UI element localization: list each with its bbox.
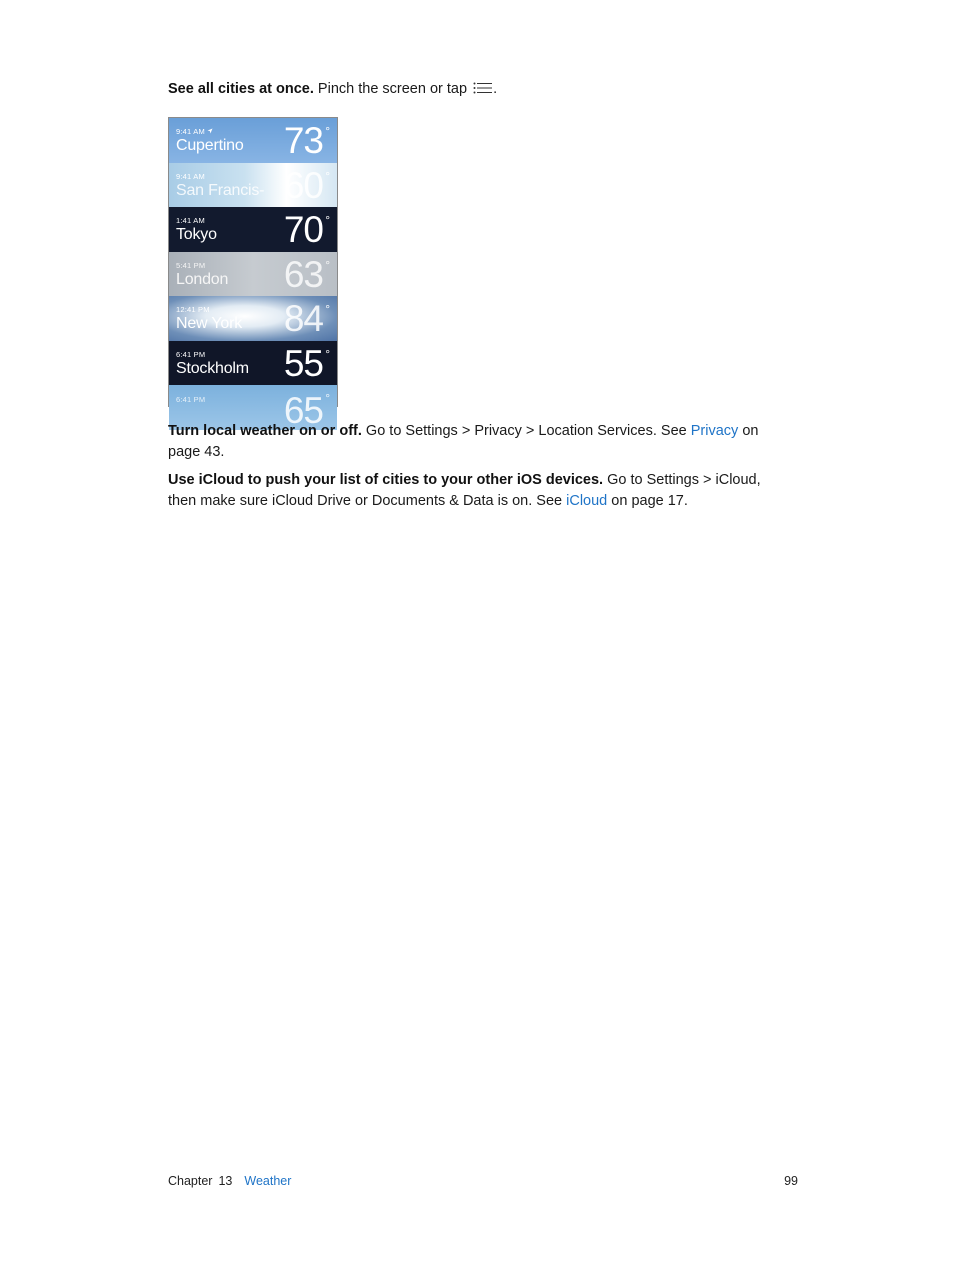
city-name: Stockholm: [176, 359, 249, 377]
local-weather-paragraph: [168, 421, 788, 463]
page-number: 99: [784, 1174, 798, 1188]
privacy-link[interactable]: Privacy: [690, 423, 739, 439]
city-row-new-york[interactable]: [169, 296, 337, 341]
city-row-san-francisco[interactable]: [169, 163, 337, 208]
icloud-after: on page 17.: [611, 493, 688, 509]
city-temperature: 63: [283, 253, 323, 295]
city-row-cupertino[interactable]: [169, 118, 337, 163]
city-time: 9:41 AM: [176, 171, 205, 181]
weather-city-list-screenshot: [168, 117, 338, 431]
city-row-tokyo[interactable]: [169, 207, 337, 252]
see-all-cities-paragraph: [168, 79, 788, 100]
local-weather-text: Go to Settings > Privacy > Location Services. See: [365, 423, 687, 439]
icloud-heading: Use iCloud to push your list of cities to your other iOS devices.: [168, 472, 604, 488]
city-time: 9:41 AM: [176, 127, 213, 136]
city-name: San Francis-: [176, 181, 265, 199]
city-temperature: 60: [283, 164, 323, 206]
city-time: 12:41 PM: [176, 305, 210, 314]
degree-symbol: °: [325, 257, 330, 272]
see-all-cities-heading: See all cities at once.: [168, 81, 314, 97]
city-row-stockholm[interactable]: [169, 341, 337, 386]
degree-symbol: °: [325, 213, 330, 227]
page-footer: [168, 1173, 798, 1189]
chapter-title-link[interactable]: Weather: [244, 1174, 292, 1188]
city-name: New York: [176, 315, 242, 332]
city-temperature: 70: [283, 209, 323, 250]
city-name: London: [176, 270, 229, 288]
degree-symbol: °: [325, 346, 330, 361]
city-temperature: 55: [283, 342, 323, 384]
chapter-label: Chapter: [168, 1174, 213, 1188]
degree-symbol: °: [325, 168, 330, 183]
local-weather-after: on page 43.: [168, 423, 759, 460]
list-icon: [473, 82, 493, 94]
city-time: 6:41 PM: [176, 349, 206, 359]
city-name: Tokyo: [176, 226, 217, 243]
location-arrow-icon: [207, 128, 213, 134]
city-temperature: 84: [283, 298, 323, 339]
degree-symbol: °: [325, 302, 330, 316]
city-time: 5:41 PM: [176, 260, 206, 270]
city-temperature: 65: [283, 390, 323, 431]
icloud-paragraph: [168, 470, 788, 512]
city-time: 6:41 PM: [176, 395, 206, 404]
city-temperature: 73: [283, 120, 323, 161]
city-row-london[interactable]: [169, 252, 337, 297]
city-time: 1:41 AM: [176, 216, 205, 225]
local-weather-heading: Turn local weather on or off.: [168, 423, 362, 439]
see-all-cities-trailing: .: [493, 81, 498, 97]
icloud-text: Go to Settings > iCloud, then make sure iCloud Drive or Documents & Data is on. See: [168, 472, 761, 509]
city-name: Cupertino: [176, 137, 244, 154]
degree-symbol: °: [325, 124, 330, 138]
degree-symbol: °: [325, 391, 330, 405]
icloud-link[interactable]: iCloud: [566, 493, 608, 509]
chapter-number: 13: [218, 1174, 233, 1188]
see-all-cities-text: Pinch the screen or tap: [317, 81, 468, 97]
